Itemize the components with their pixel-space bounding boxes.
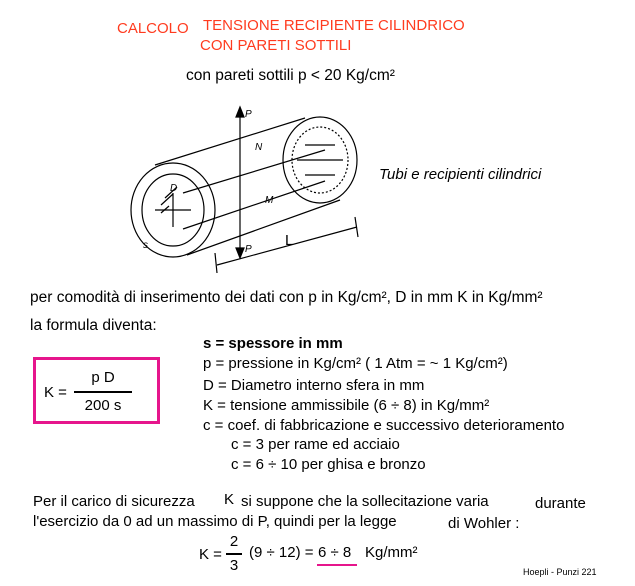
final-formula-unit: Kg/mm² (365, 544, 418, 561)
definition-K: K = tensione ammissibile (6 ÷ 8) in Kg/mm² (203, 397, 490, 414)
definition-c-rame: c = 3 per rame ed acciaio (231, 436, 400, 453)
final-formula-range: (9 ÷ 12) = (249, 544, 314, 561)
final-formula-denominator: 3 (229, 557, 239, 574)
subtitle: con pareti sottili p < 20 Kg/cm² (186, 67, 395, 84)
safety-text-1a: Per il carico di sicurezza (33, 493, 195, 510)
definition-p: p = pressione in Kg/cm² ( 1 Atm = ~ 1 Kg/cm²) (203, 355, 508, 372)
final-formula-result: 6 ÷ 8 (318, 544, 352, 561)
definition-s: s = spessore in mm (203, 335, 343, 352)
figure-caption: Tubi e recipienti cilindrici (379, 166, 542, 183)
final-formula-fraction-line (226, 553, 242, 555)
final-formula-numerator: 2 (229, 533, 239, 550)
definition-c-ghisa: c = 6 ÷ 10 per ghisa e bronzo (231, 456, 426, 473)
title-main: TENSIONE RECIPIENTE CILINDRICO (203, 17, 465, 34)
definition-D: D = Diametro interno sfera in mm (203, 377, 425, 394)
intro-text: per comodità di inserimento dei dati con p in Kg/cm², D in mm K in Kg/mm² (30, 289, 543, 306)
definition-c: c = coef. di fabbricazione e successivo deterioramento (203, 417, 565, 434)
label-P-top: P (245, 109, 252, 120)
safety-text-1c: si suppone che la sollecitazione varia (241, 493, 489, 510)
final-formula-lhs: K = (199, 546, 222, 563)
safety-text-1d: durante (535, 495, 586, 512)
safety-text-2b: di Wohler : (448, 515, 520, 532)
label-N: N (255, 142, 263, 153)
formula-lhs: K = (44, 384, 67, 401)
formula-numerator: p D (91, 369, 115, 386)
formula-fraction-line (74, 391, 132, 393)
cylinder-figure (125, 105, 365, 280)
safety-text-1b: K (224, 491, 235, 508)
formula-intro: la formula diventa: (30, 317, 157, 334)
label-P-bottom: P (245, 244, 252, 255)
label-M: M (265, 195, 274, 206)
label-D: D (170, 183, 178, 194)
formula-denominator: 200 s (84, 397, 122, 414)
footer-credit: Hoepli - Punzi 221 (523, 567, 597, 577)
safety-text-2a: l'esercizio da 0 ad un massimo di P, quindi per la legge (33, 513, 397, 530)
title-line2: CON PARETI SOTTILI (200, 37, 352, 54)
label-s: s (143, 240, 148, 251)
label-L: L (285, 232, 294, 249)
result-underline (317, 564, 357, 566)
title-calcolo: CALCOLO (117, 20, 189, 37)
